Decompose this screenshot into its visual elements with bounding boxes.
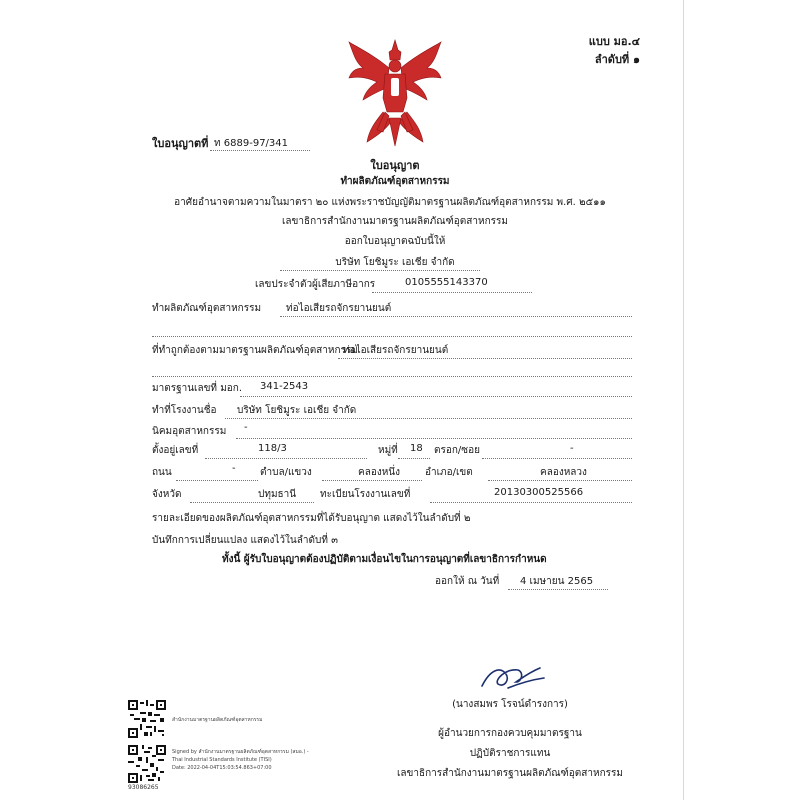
dotted-line (372, 292, 532, 293)
moo-label: หมู่ที่ (378, 445, 398, 456)
dotted-line (322, 480, 422, 481)
form-code: แบบ มอ.๔ (588, 35, 640, 48)
dotted-line (176, 480, 258, 481)
dotted-line (205, 458, 367, 459)
page-edge (683, 0, 684, 800)
dotted-line (482, 458, 632, 459)
soi-value: - (570, 443, 574, 454)
dotted-line (210, 150, 310, 151)
issued-date-label: ออกให้ ณ วันที่ (435, 576, 500, 587)
license-conditions: ทั้งนี้ ผู้รับใบอนุญาตต้องปฏิบัติตามเงื่อนไขในการอนุญาตที่เลขาธิการกำหนด (222, 554, 547, 565)
dotted-line (152, 376, 632, 377)
signer-title-director: ผู้อำนวยการกองควบคุมมาตรฐาน (438, 728, 582, 739)
dotted-line (152, 336, 632, 337)
industrial-estate-value: - (244, 422, 248, 433)
signer-name: (นางสมพร โรจน์ดำรงการ) (452, 699, 568, 710)
dotted-line (488, 480, 632, 481)
product-value: ท่อไอเสียรถจักรยานยนต์ (286, 303, 392, 314)
province-label: จังหวัด (152, 489, 182, 500)
digital-signature-line2: Thai Industrial Standards Institute (TISI) (172, 757, 272, 763)
subdistrict-label: ตำบล/แขวง (260, 467, 312, 478)
dotted-line (430, 502, 632, 503)
standard-number-label: มาตรฐานเลขที่ มอก. (152, 383, 243, 394)
signer-title-secretary: เลขาธิการสำนักงานมาตรฐานผลิตภัณฑ์อุตสาหกรรม (397, 768, 623, 779)
qr-caption: สำนักงานมาตรฐานผลิตภัณฑ์อุตสาหกรรม (172, 717, 263, 723)
dotted-line (225, 418, 632, 419)
factory-registration-label: ทะเบียนโรงงานเลขที่ (320, 489, 411, 500)
dotted-line (338, 358, 632, 359)
district-value: คลองหลวง (540, 467, 587, 478)
verification-qr-code-icon[interactable] (128, 745, 166, 783)
factory-name: บริษัท โยชิมูระ เอเชีย จำกัด (237, 405, 357, 416)
moo-value: 18 (410, 443, 423, 454)
province-value: ปทุมธานี (258, 489, 297, 500)
product-details-line: รายละเอียดของผลิตภัณฑ์อุตสาหกรรมที่ได้รับอนุญาต แสดงไว้ในลำดับที่ ๒ (152, 513, 471, 524)
district-label: อำเภอ/เขต (425, 467, 473, 478)
document-title: ใบอนุญาต (370, 159, 420, 172)
dotted-line (236, 438, 632, 439)
road-label: ถนน (152, 467, 172, 478)
document-subtitle: ทำผลิตภัณฑ์อุตสาหกรรม (340, 176, 450, 187)
address-number: 118/3 (258, 443, 287, 454)
qr-code-icon[interactable] (128, 700, 166, 738)
factory-registration-number: 20130300525566 (494, 487, 584, 498)
handwritten-signature (478, 660, 548, 694)
qr-serial: 93086265 (128, 784, 159, 791)
product-label: ทำผลิตภัณฑ์อุตสาหกรรม (152, 303, 262, 314)
signer-title-acting: ปฏิบัติราชการแทน (469, 748, 551, 759)
tax-id: 0105555143370 (405, 277, 488, 288)
dotted-line (190, 502, 314, 503)
dotted-line (398, 458, 430, 459)
dotted-line (280, 270, 480, 271)
industrial-estate-label: นิคมอุตสาหกรรม (152, 426, 227, 437)
dotted-line (280, 316, 632, 317)
factory-label: ทำที่โรงงานชื่อ (152, 405, 217, 416)
license-number: ท 6889-97/341 (214, 138, 289, 149)
standard-number: 341-2543 (260, 381, 309, 392)
authority-line: อาศัยอำนาจตามความในมาตรา ๒๐ แห่งพระราชบัญญัติมาตรฐานผลิตภัณฑ์อุตสาหกรรม พ.ศ. ๒๕๑๑ (174, 197, 606, 208)
issued-date: 4 เมษายน 2565 (520, 576, 594, 587)
garuda-emblem-icon (345, 38, 445, 150)
address-number-label: ตั้งอยู่เลขที่ (152, 445, 199, 456)
change-record-line: บันทึกการเปลี่ยนแปลง แสดงไว้ในลำดับที่ ๓ (152, 535, 338, 546)
dotted-line (508, 589, 608, 590)
road-value: - (232, 463, 236, 474)
standard-product-value: ท่อไอเสียรถจักรยานยนต์ (343, 345, 449, 356)
digital-signature-date: Date: 2022-04-04T15:03:54.863+07:00 (172, 765, 272, 771)
soi-label: ตรอก/ซอย (434, 445, 480, 456)
licensee-company: บริษัท โยชิมูระ เอเชีย จำกัด (335, 257, 455, 268)
standard-product-label: ที่ทำถูกต้องตามมาตรฐานผลิตภัณฑ์อุตสาหกรรม (152, 345, 358, 356)
tax-id-label: เลขประจำตัวผู้เสียภาษีอากร (255, 279, 376, 290)
secretary-line: เลขาธิการสำนักงานมาตรฐานผลิตภัณฑ์อุตสาหกรรม (282, 216, 508, 227)
digital-signature-line1: Signed by สำนักงานมาตรฐานผลิตภัณฑ์อุตสาหกรรม (สมอ.) - (172, 749, 309, 755)
dotted-line (240, 396, 632, 397)
subdistrict-value: คลองหนึ่ง (358, 467, 401, 478)
sequence-number: ลำดับที่ ๑ (594, 53, 640, 66)
license-number-label: ใบอนุญาตที่ (152, 137, 209, 150)
issue-line: ออกใบอนุญาตฉบับนี้ให้ (344, 236, 446, 247)
